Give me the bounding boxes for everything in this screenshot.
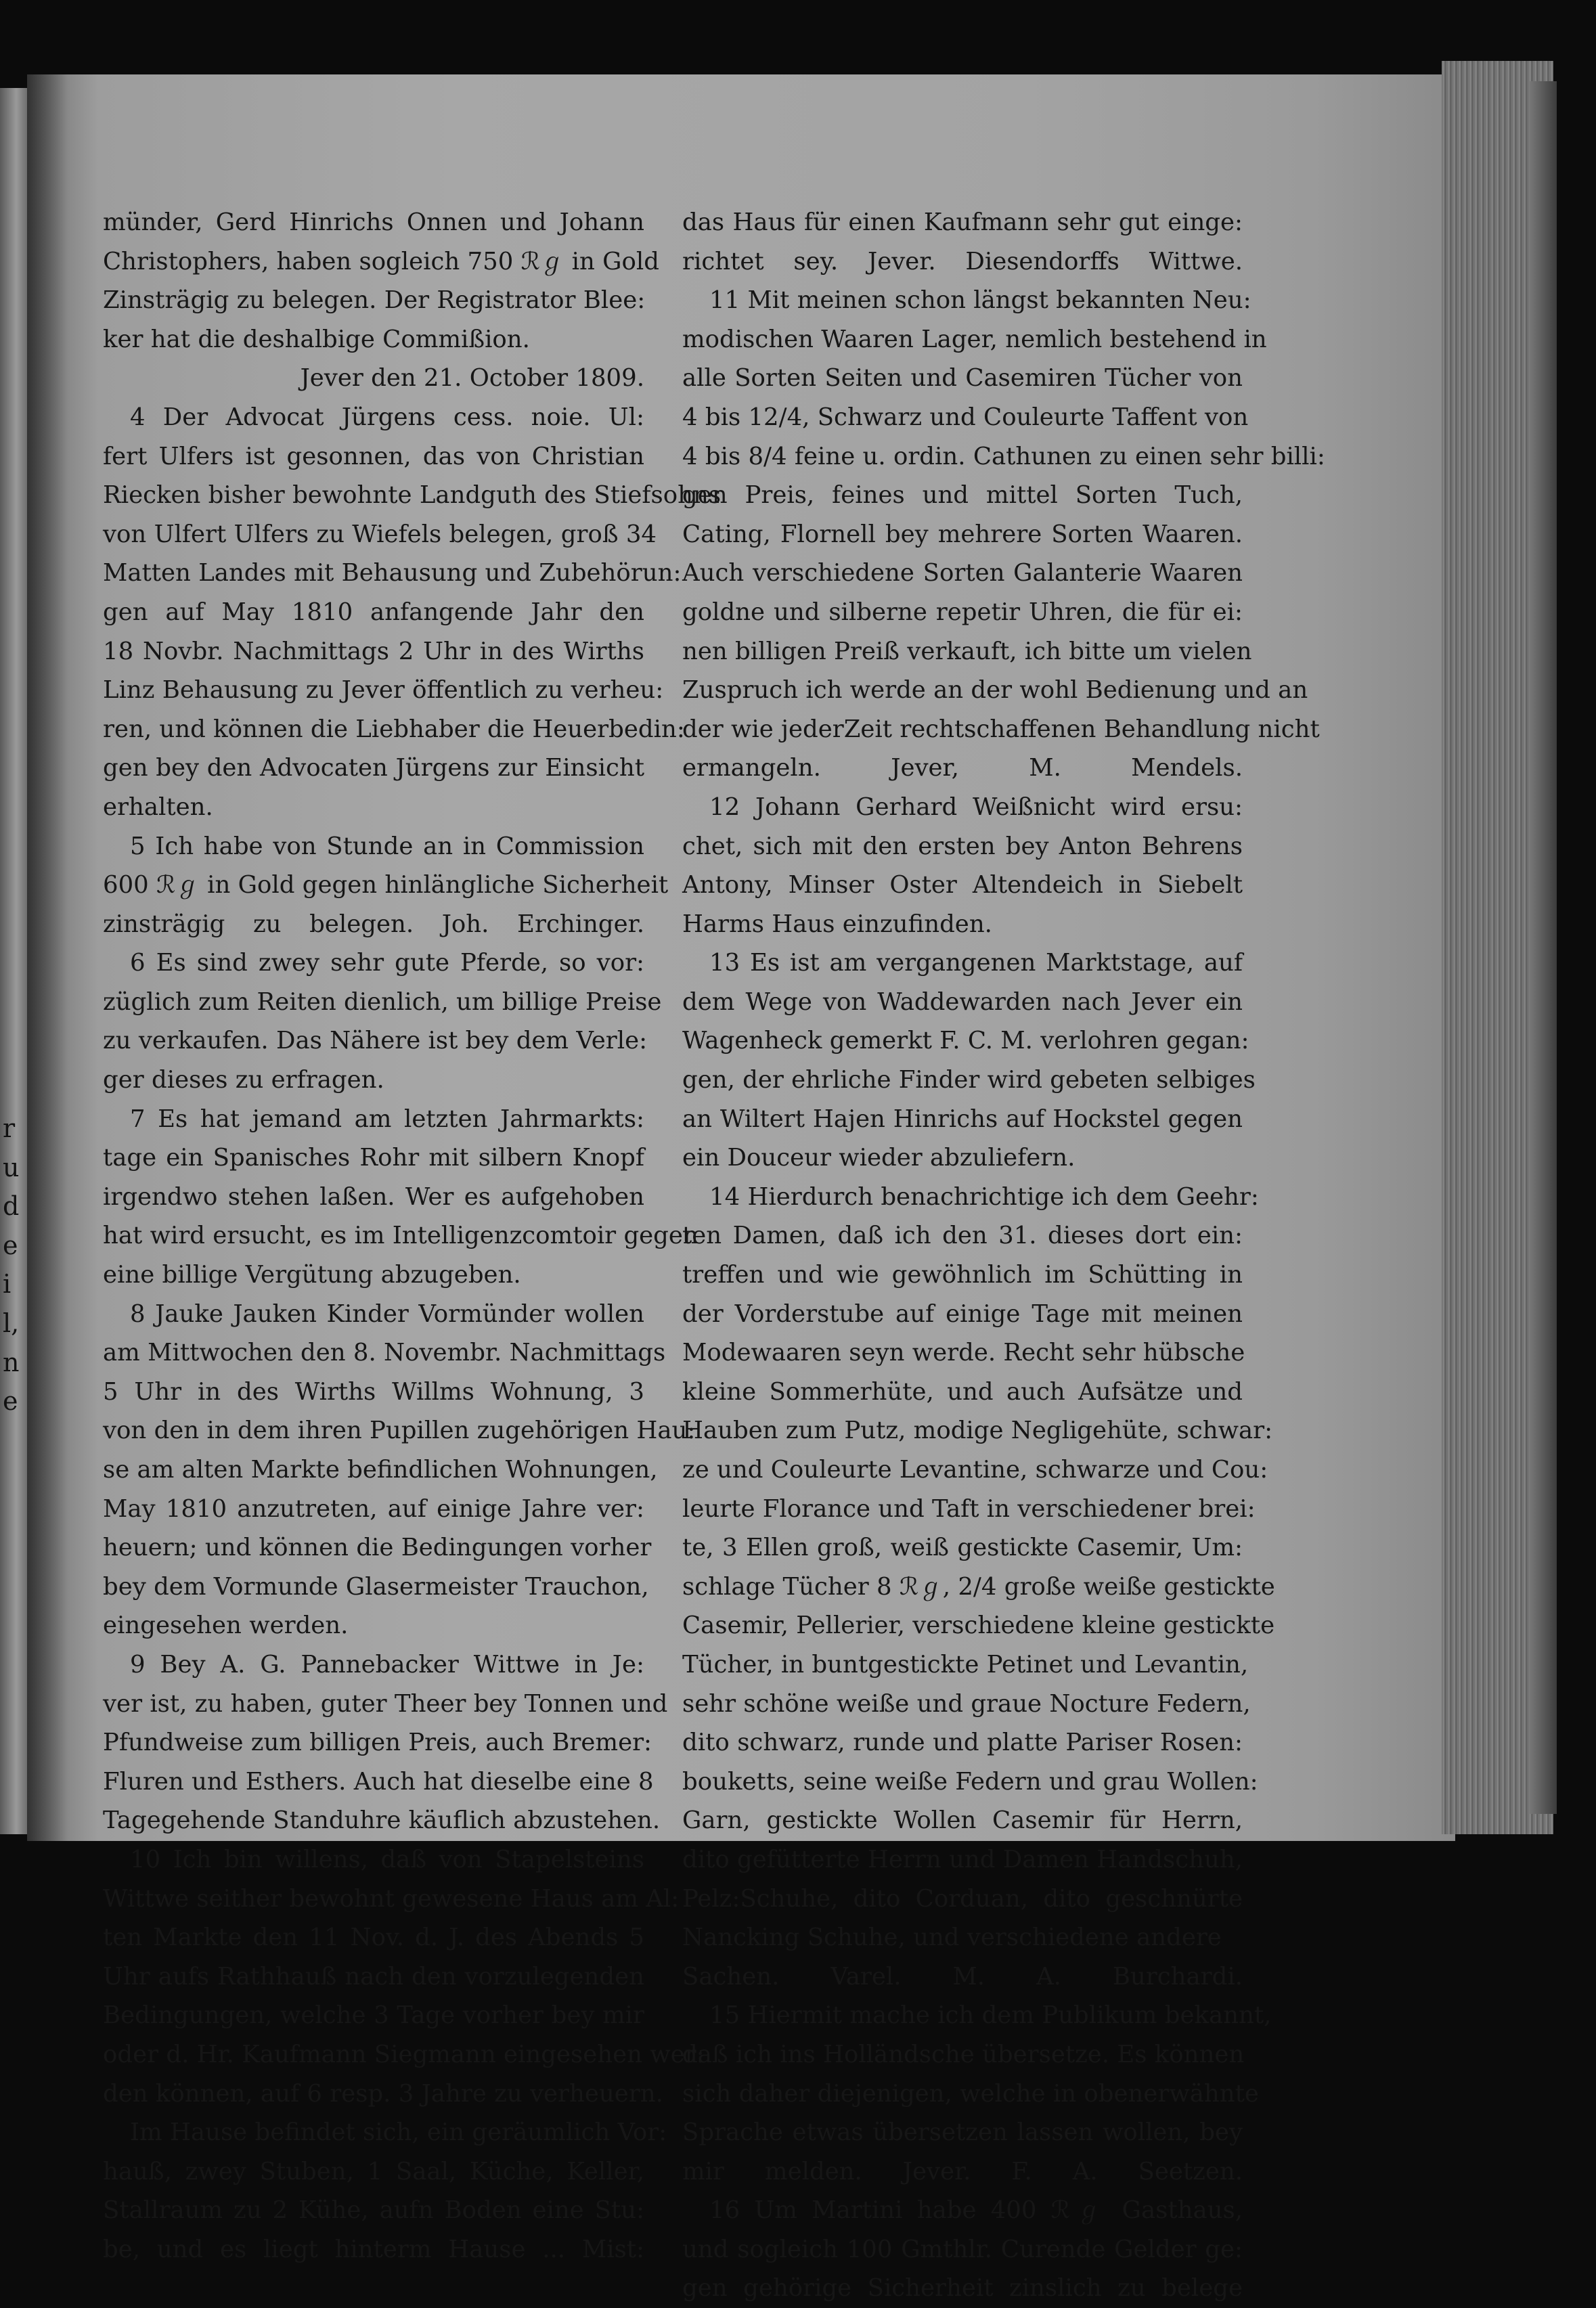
right-column-line: Sachen. Varel. M. A. Burchardi. (682, 1962, 1243, 1991)
right-column-line: bouketts, seine weiße Federn und grau Wollen: (682, 1767, 1258, 1796)
right-column-line: und sogleich 100 Gmthlr. Curende Gelder ge: (682, 2235, 1243, 2263)
right-column-line: sich daher diejenigen, welche in obenerwähnte (682, 2079, 1259, 2108)
right-column-line: richtet sey. Jever. Diesendorffs Wittwe. (682, 247, 1243, 275)
right-column-line: 15 Hiermit mache ich dem Publikum bekannt, (709, 2001, 1272, 2030)
right-column-line: 12 Johann Gerhard Weißnicht wird ersu: (709, 793, 1243, 821)
margin-fragment: i (3, 1269, 12, 1300)
left-column-line: eine billige Vergütung abzugeben. (103, 1261, 521, 1289)
margin-fragment: l, (3, 1308, 20, 1338)
margin-fragment: r (3, 1113, 16, 1143)
left-column-line: 10 Ich bin willens, daß von Stapelsteins (130, 1845, 644, 1873)
left-column-line: 7 Es hat jemand am letzten Jahrmarkts: (130, 1105, 644, 1133)
left-column-line: züglich zum Reiten dienlich, um billige Preise (103, 987, 662, 1016)
margin-fragment: e (3, 1386, 18, 1417)
left-column (103, 203, 722, 2269)
right-column-line: der Vorderstube auf einige Tage mit meinen (682, 1300, 1243, 1328)
right-column-line: 4 bis 8/4 feine u. ordin. Cathunen zu einen sehr billi: (682, 442, 1325, 470)
left-column-line: 6 Es sind zwey sehr gute Pferde, so vor: (130, 949, 644, 977)
left-column-line: Jever den 21. October 1809. (300, 364, 644, 393)
left-column-line: erhalten. (103, 793, 213, 821)
left-column-line: 18 Novbr. Nachmittags 2 Uhr in des Wirths (103, 637, 644, 665)
right-column-line: 16 Um Martini habe 400 ℛℊ Gasthaus, (709, 2196, 1243, 2225)
right-column-line: leurte Florance und Taft in verschiedener brei: (682, 1494, 1256, 1523)
right-column-line: modischen Waaren Lager, nemlich bestehend in (682, 325, 1267, 353)
right-column-line: Wagenheck gemerkt F. C. M. verlohren gegan: (682, 1027, 1249, 1055)
right-column-line: 11 Mit meinen schon längst bekannten Neu: (709, 286, 1251, 315)
right-column-line: 14 Hierdurch benachrichtige ich dem Geehr: (709, 1182, 1259, 1211)
left-column-line: Matten Landes mit Behausung und Zubehörun: (103, 559, 682, 587)
right-column-line: an Wiltert Hajen Hinrichs auf Hockstel gegen (682, 1105, 1243, 1133)
left-column-line: von den in dem ihren Pupillen zugehörigen Hau: (103, 1417, 696, 1445)
right-column-line: gen gehörige Sicherheit zinslich zu belege (682, 2274, 1243, 2303)
left-column-line: Tagegehende Standuhre käuflich abzustehen. (103, 1806, 661, 1835)
right-column-line: ze und Couleurte Levantine, schwarze und Cou: (682, 1456, 1268, 1484)
left-column-line: Uhr aufs Rathhauß nach den vorzulegenden (103, 1962, 644, 1991)
left-column-line: gen bey den Advocaten Jürgens zur Einsicht (103, 754, 644, 782)
left-column-line: 4 Der Advocat Jürgens cess. noie. Ul: (130, 403, 644, 431)
right-column-line: ten Damen, daß ich den 31. dieses dort ein: (682, 1222, 1243, 1250)
right-column-line: Auch verschiedene Sorten Galanterie Waaren (682, 559, 1243, 587)
left-column-line: fert Ulfers ist gesonnen, das von Christian (103, 442, 644, 470)
left-column-line: Stallraum zu 2 Kühe, aufn Boden eine Stu: (103, 2196, 644, 2225)
left-column-line: bey dem Vormunde Glasermeister Trauchon, (103, 1572, 649, 1601)
right-column-line: Pelz:Schuhe, dito Corduan, dito geschnürte (682, 1884, 1243, 1913)
left-column-line: Wittwe seither bewohnt gewesene Haus am Al: (103, 1884, 680, 1913)
right-column-line: nen billigen Preiß verkauft, ich bitte um vielen (682, 637, 1252, 665)
right-column-line: Nancking Schuhe, und verschiedene andere (682, 1924, 1222, 1952)
left-column-line: 600 ℛℊ in Gold gegen hinlängliche Sicherheit (103, 871, 669, 900)
right-column-line: goldne und silberne repetir Uhren, die für ei: (682, 598, 1243, 626)
right-column-line: schlage Tücher 8 ℛℊ, 2/4 große weiße gestickte (682, 1572, 1275, 1601)
right-column-line: Modewaaren seyn werde. Recht sehr hübsche (682, 1339, 1245, 1367)
left-column-line: 5 Ich habe von Stunde an in Commission (130, 832, 644, 860)
left-column-line: Riecken bisher bewohnte Landguth des Stiefsohns (103, 481, 722, 510)
book-cover-edge (1530, 81, 1557, 1814)
left-column-line: hat wird ersucht, es im Intelligenzcomtoir gegen (103, 1222, 699, 1250)
right-column-line: gen, der ehrliche Finder wird gebeten selbiges (682, 1066, 1256, 1094)
right-column-line: treffen und wie gewöhnlich im Schütting in (682, 1261, 1243, 1289)
left-column-line: gen auf May 1810 anfangende Jahr den (103, 598, 644, 626)
right-column-line: Harms Haus einzufinden. (682, 910, 992, 938)
right-column-line: Cating, Flornell bey mehrere Sorten Waaren. (682, 520, 1243, 548)
left-column-line: Zinsträgig zu belegen. Der Registrator Blee: (103, 286, 646, 315)
right-column-line: ermangeln. Jever, M. Mendels. (682, 754, 1243, 782)
left-column-line: Fluren und Esthers. Auch hat dieselbe eine 8 (103, 1767, 654, 1796)
left-column-line: heuern; und können die Bedingungen vorher (103, 1534, 652, 1562)
right-column (682, 203, 1325, 2308)
right-column-line: kleine Sommerhüte, und auch Aufsätze und (682, 1377, 1243, 1406)
right-column-line: gen Preis, feines und mittel Sorten Tuch, (682, 481, 1243, 510)
left-column-line: ver ist, zu haben, guter Theer bey Tonnen und (103, 1689, 668, 1718)
left-column-line: 8 Jauke Jauken Kinder Vormünder wollen (130, 1300, 644, 1328)
right-column-line: mir melden. Jever. F. A. Seetzen. (682, 2157, 1243, 2185)
left-column-line: eingesehen werden. (103, 1612, 349, 1640)
right-column-line: Garn, gestickte Wollen Casemir für Herrn, (682, 1806, 1243, 1835)
right-column-line: Zuspruch ich werde an der wohl Bedienung und an (682, 676, 1308, 705)
left-column-line: Bedingungen, welche 3 Tage vorher bey mir (103, 2001, 644, 2030)
left-column-line: oder d. Hr. Kaufmann Siegmann eingesehen wer: (103, 2040, 705, 2068)
binding-shadow (27, 74, 68, 1841)
right-column-line: Hauben zum Putz, modige Negligehüte, schwar: (682, 1417, 1273, 1445)
left-column-line: ker hat die deshalbige Commißion. (103, 325, 530, 353)
margin-fragment: u (3, 1152, 20, 1182)
margin-fragment: e (3, 1230, 18, 1260)
right-column-line: 13 Es ist am vergangenen Marktstage, auf (709, 949, 1243, 977)
previous-page-edge (0, 88, 27, 1834)
left-column-line: ten Markte den 11 Nov. d. J. des Abends 5 (103, 1924, 644, 1952)
left-column-line: Linz Behausung zu Jever öffentlich zu verheu: (103, 676, 664, 705)
right-column-line: sehr schöne weiße und graue Nocture Federn, (682, 1689, 1251, 1718)
left-column-line: 9 Bey A. G. Pannebacker Wittwe in Je: (130, 1650, 644, 1679)
right-column-line: ein Douceur wieder abzuliefern. (682, 1144, 1076, 1172)
right-column-line: dito gefütterte Herrn und Damen Handschuh, (682, 1845, 1243, 1873)
left-column-line: hauß, zwey Stuben, 1 Saal, Küche, Keller, (103, 2157, 644, 2185)
margin-fragment: n (3, 1347, 20, 1377)
right-column-line: alle Sorten Seiten und Casemiren Tücher von (682, 364, 1243, 393)
right-column-line: dito schwarz, runde und platte Pariser Rosen: (682, 1729, 1243, 1757)
left-column-line: ger dieses zu erfragen. (103, 1066, 384, 1094)
right-column-line: daß ich ins Holländsche übersetze. Es können (682, 2040, 1245, 2068)
right-column-line: das Haus für einen Kaufmann sehr gut einge: (682, 208, 1243, 236)
left-column-line: Im Hause befindet sich, ein geräumlich Vor: (130, 2118, 667, 2147)
left-column-line: den können, auf 6 resp. 3 Jahre zu verheuern. (103, 2079, 663, 2108)
right-column-line: der wie jederZeit rechtschaffenen Behandlung nicht (682, 715, 1320, 743)
right-column-line: 4 bis 12/4, Schwarz und Couleurte Taffent von (682, 403, 1249, 431)
right-column-line: chet, sich mit den ersten bey Anton Behrens (682, 832, 1243, 860)
left-column-line: ren, und können die Liebhaber die Heuerbedin: (103, 715, 685, 743)
left-column-line: May 1810 anzutreten, auf einige Jahre ver: (103, 1494, 644, 1523)
right-column-line: Casemir, Pellerier, verschiedene kleine gestickte (682, 1612, 1275, 1640)
margin-fragment: d (3, 1191, 20, 1222)
right-column-line: Tücher, in buntgestickte Petinet und Levantin, (682, 1650, 1249, 1679)
left-column-line: irgendwo stehen laßen. Wer es aufgehoben (103, 1182, 644, 1211)
left-column-line: von Ulfert Ulfers zu Wiefels belegen, groß 34 (103, 520, 657, 548)
left-column-line: 5 Uhr in des Wirths Willms Wohnung, 3 (103, 1377, 644, 1406)
right-column-line: Antony, Minser Oster Altendeich in Siebelt (682, 871, 1243, 900)
right-column-line: te, 3 Ellen groß, weiß gestickte Casemir, Um: (682, 1534, 1243, 1562)
left-column-line: münder, Gerd Hinrichs Onnen und Johann (103, 208, 644, 236)
left-column-line: Pfundweise zum billigen Preis, auch Bremer: (103, 1729, 652, 1757)
left-column-line: be, und es liegt hinterm Hause ... Mist: (103, 2235, 644, 2263)
right-column-line: Sprache etwas übersetzen lassen wollen, bey (682, 2118, 1243, 2147)
right-column-line: dem Wege von Waddewarden nach Jever ein (682, 987, 1243, 1016)
left-column-line: Christophers, haben sogleich 750 ℛℊ in Gold (103, 247, 659, 275)
left-column-line: tage ein Spanisches Rohr mit silbern Knopf (103, 1144, 644, 1172)
left-column-line: zu verkaufen. Das Nähere ist bey dem Verle: (103, 1027, 648, 1055)
left-column-line: zinsträgig zu belegen. Joh. Erchinger. (103, 910, 644, 938)
left-column-line: se am alten Markte befindlichen Wohnungen, (103, 1456, 658, 1484)
left-column-line: am Mittwochen den 8. Novembr. Nachmittags (103, 1339, 666, 1367)
previous-page-fragments (3, 1110, 26, 1422)
